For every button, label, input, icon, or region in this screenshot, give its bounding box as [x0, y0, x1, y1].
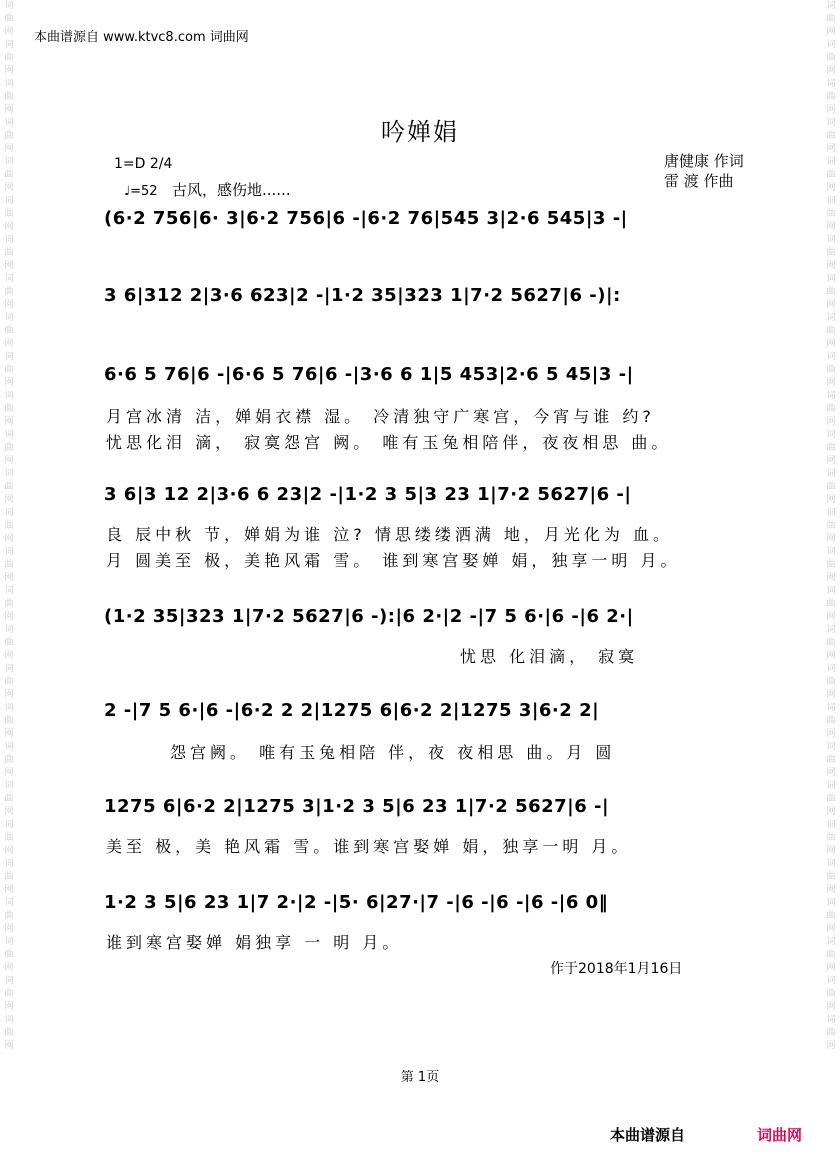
key-signature: 1=D 2/4: [114, 156, 173, 172]
music-line-2: 3 6|312 2|3·6 623|2 -|1·2 35|323 1|7·2 5627|6 -)|:: [104, 285, 621, 306]
lyric-line-6: 怨宫阙。 唯有玉兔相陪 伴，夜 夜相思 曲。月 圆: [170, 743, 616, 762]
music-line-5: (1·2 35|323 1|7·2 5627|6 -):|6 2·|2 -|7 5 6·|6 -|6 2·|: [104, 606, 634, 627]
tempo-marking: ♩=52: [124, 184, 158, 199]
music-line-3: 6·6 5 76|6 -|6·6 5 76|6 -|3·6 6 1|5 453|2·6 5 45|3 -|: [104, 364, 634, 385]
music-line-6: 2 -|7 5 6·|6 -|6·2 2 2|1275 6|6·2 2|1275 3|6·2 2|: [104, 700, 600, 721]
expression-mark: 古风，感伤地......: [172, 181, 291, 199]
lyric-line-5: 忧思 化泪滴， 寂寞: [460, 647, 639, 666]
music-line-7: 1275 6|6·2 2|1275 3|1·2 3 5|6 23 1|7·2 5627|6 -|: [104, 796, 610, 817]
composer-credit: 雷 渡 作曲: [664, 172, 734, 190]
music-line-8: 1·2 3 5|6 23 1|7 2·|2 -|5· 6|27·|7 -|6 -|6 -|6 -|6 0‖: [104, 892, 609, 913]
lyric-verse1-a: 月宫冰清 洁，婵娟衣襟 湿。 冷清独守广寒宫，今宵与谁 约?: [106, 407, 655, 426]
lyric-line-7: 美至 极，美 艳风霜 雪。谁到寒宫娶婵 娟，独享一明 月。: [106, 837, 632, 856]
left-watermark: 词曲网词曲网词曲网词曲网词曲网词曲网词曲网词曲网词曲网词曲网词曲网词曲网词曲网词曲网词曲网词曲网词曲网词曲网词曲网词曲网词曲网词曲网词曲网词曲网词曲网词曲网词曲网: [4, 1, 14, 1051]
lyric-verse1-b: 良 辰中秋 节，婵娟为谁 泣? 情思缕缕洒满 地，月光化为 血。: [106, 525, 674, 544]
lyric-line-8: 谁到寒宫娶婵 娟独享 一 明 月。: [106, 933, 403, 952]
song-title: 吟婵娟: [381, 118, 459, 146]
footer-source-label: 本曲谱源自: [610, 1126, 686, 1144]
right-watermark: 词曲网词曲网词曲网词曲网词曲网词曲网词曲网词曲网词曲网词曲网词曲网词曲网词曲网词曲网词曲网词曲网词曲网词曲网词曲网词曲网词曲网词曲网词曲网词曲网词曲网词曲网词曲网: [826, 1, 836, 1051]
lyric-verse2-a: 忧思化泪 滴， 寂寞怨宫 阙。 唯有玉兔相陪伴，夜夜相思 曲。: [106, 433, 672, 452]
lyric-verse2-b: 月 圆美至 极，美艳风霜 雪。 谁到寒宫娶婵 娟，独享一明 月。: [106, 551, 681, 570]
music-line-4: 3 6|3 12 2|3·6 6 23|2 -|1·2 3 5|3 23 1|7·2 5627|6 -|: [104, 484, 632, 505]
footer-brand-logo[interactable]: 词曲网: [757, 1126, 803, 1144]
source-header: 本曲谱源自 www.ktvc8.com 词曲网: [34, 30, 249, 45]
lyricist-credit: 唐健康 作词: [664, 152, 744, 170]
music-line-1: (6·2 756|6· 3|6·2 756|6 -|6·2 76|545 3|2·6 545|3 -|: [104, 208, 628, 229]
composition-date: 作于2018年1月16日: [550, 961, 683, 977]
page-number: 第 1页: [400, 1070, 440, 1085]
